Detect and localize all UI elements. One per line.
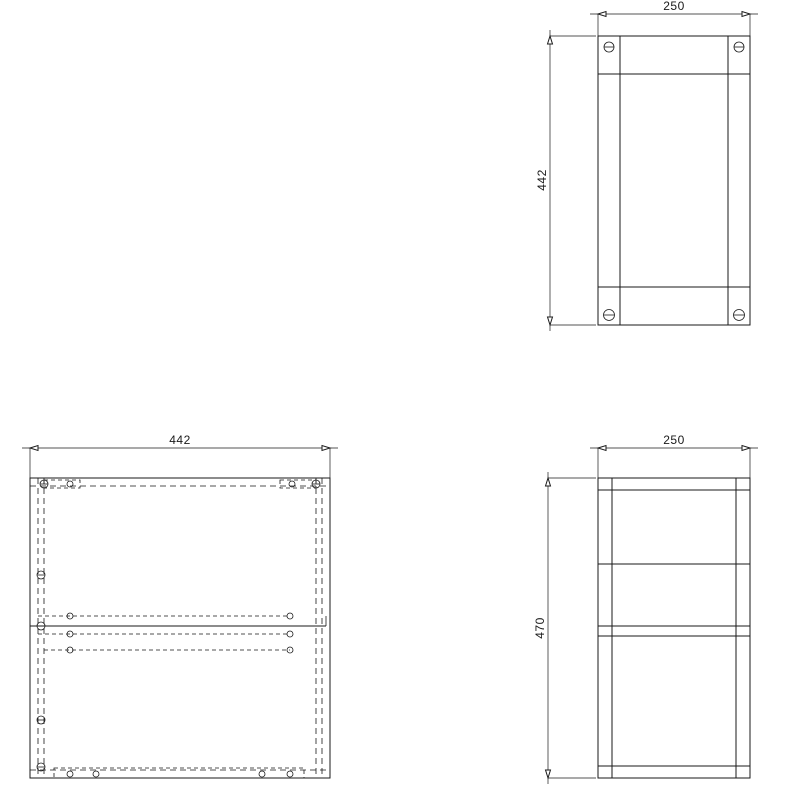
dim-442-bottom <box>22 446 338 481</box>
cabinet-outline-bottom-left <box>30 478 330 778</box>
hidden-edges-bottom-left <box>30 478 330 800</box>
connector-slots-bottom-left <box>44 480 316 778</box>
dim-label-442-top: 442 <box>535 169 549 191</box>
hardware-markers-top-right <box>604 42 745 321</box>
dim-250-bottom <box>590 446 758 481</box>
dim-442-top <box>548 30 597 331</box>
view-bottom-left <box>0 430 360 800</box>
dim-label-250-bottom: 250 <box>663 433 685 447</box>
dim-label-250-top: 250 <box>663 0 685 13</box>
cabinet-outline-top-right <box>598 36 750 325</box>
dim-470-bottom <box>546 472 597 784</box>
view-top-right <box>520 0 800 360</box>
dim-label-470-bottom: 470 <box>533 617 547 639</box>
hardware-markers-bottom-left <box>37 480 320 777</box>
dim-label-442-bottom: 442 <box>169 433 191 447</box>
cabinet-outline-bottom-right <box>598 478 750 778</box>
shelf-lines-bottom-left <box>30 616 326 650</box>
view-bottom-right <box>500 430 800 800</box>
